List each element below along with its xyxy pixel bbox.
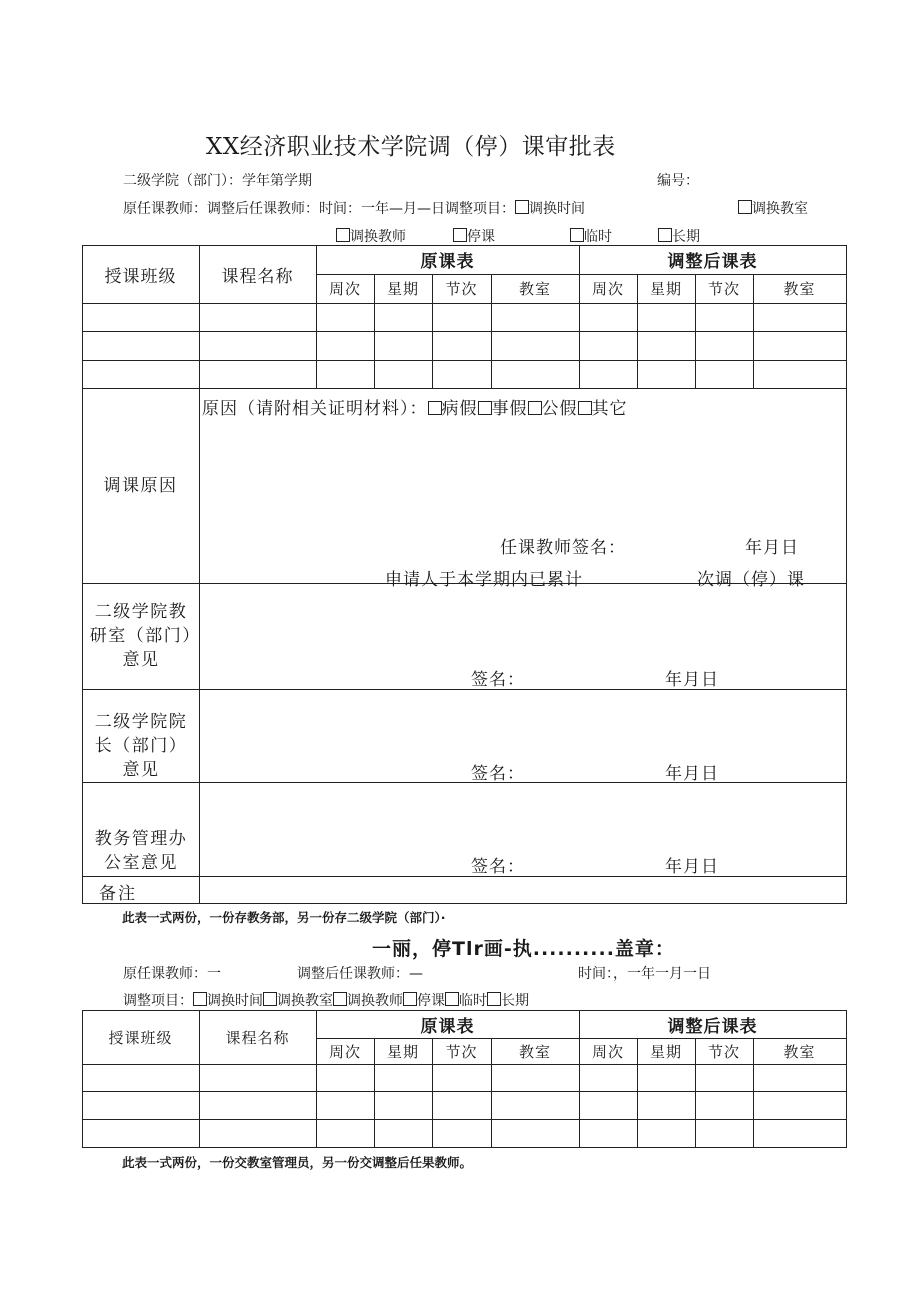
adjust-option-teacher[interactable] <box>336 226 406 246</box>
header-original-schedule: 原课表 <box>420 252 475 272</box>
option-label: 病假 <box>441 399 478 419</box>
header-week: 周次 <box>328 280 361 298</box>
adjust-option-teacher[interactable] <box>333 993 403 1009</box>
duration-option-long[interactable] <box>658 226 700 246</box>
checkbox-icon[interactable] <box>453 228 467 242</box>
accumulated-count-suffix: 次调（停）课 <box>697 570 805 590</box>
checkbox-icon[interactable] <box>515 200 529 214</box>
teacher-time-text: 原任课教师：调整后任课教师：时间：一年—月—日调整项目： <box>123 201 515 217</box>
checkbox-icon[interactable] <box>738 200 752 214</box>
duration-option-temporary[interactable] <box>570 226 612 246</box>
department-signature-date: 年月日 <box>665 670 719 690</box>
academic-office-opinion-label: 教务管理办公室意见 <box>94 829 188 873</box>
header-weekday: 星期 <box>386 1042 419 1061</box>
reason-option-official[interactable] <box>528 399 578 419</box>
form2-footnote: 此表一式两份，一份交教室管理员，另一份交调整后任果教师。 <box>122 1155 473 1170</box>
adjust-option-stop[interactable] <box>403 993 445 1009</box>
header-adjusted-schedule: 调整后课表 <box>667 252 758 272</box>
duration-option-long[interactable] <box>487 993 529 1009</box>
dean-opinion-label: 二级学院院长（部门）意见 <box>94 712 188 780</box>
checkbox-icon[interactable] <box>445 992 459 1006</box>
checkbox-icon[interactable] <box>478 401 492 415</box>
department-signature-label: 签名： <box>471 670 525 690</box>
table-row[interactable] <box>83 1120 846 1147</box>
header-course: 课程名称 <box>221 266 294 287</box>
header-weekday: 星期 <box>649 280 682 298</box>
teacher-signature-date: 年月日 <box>745 538 799 558</box>
header-weekday: 星期 <box>386 280 419 298</box>
header-adjusted-schedule: 调整后课表 <box>667 1016 758 1037</box>
option-label: 停课 <box>417 993 445 1009</box>
reason-options <box>202 394 628 419</box>
option-label: 长期 <box>501 993 529 1009</box>
header-week: 周次 <box>328 1042 361 1061</box>
form2-adjusted-teacher: 调整后任课教师：— <box>297 966 423 982</box>
option-label: 调换教师 <box>347 993 403 1009</box>
form1-footnote: 此表一式两份，一份存教务部，另一份存二级学院（部门）· <box>122 910 446 925</box>
teacher-signature-label: 任课教师签名： <box>500 538 626 558</box>
checkbox-icon[interactable] <box>193 992 207 1006</box>
option-label: 事假 <box>491 399 528 419</box>
option-label: 临时 <box>459 993 487 1009</box>
header-classroom: 教室 <box>783 1042 816 1061</box>
table-row[interactable] <box>83 1065 846 1091</box>
remarks-field[interactable] <box>200 877 846 903</box>
header-weekday: 星期 <box>649 1042 682 1061</box>
checkbox-icon[interactable] <box>336 228 350 242</box>
department-opinion-label: 二级学院教研室（部门）意见 <box>89 602 193 670</box>
form2-heading: 一丽，停Tlr画-执..........盖章： <box>372 938 675 960</box>
duration-option-temporary[interactable] <box>445 993 487 1009</box>
college-semester-line: 二级学院（部门）：学年第学期 <box>123 173 312 189</box>
adjust-option-room[interactable] <box>263 993 333 1009</box>
adjust-items-label: 调整项目： <box>123 993 193 1009</box>
option-label: 调换时间 <box>207 993 263 1009</box>
checkbox-icon[interactable] <box>658 228 672 242</box>
reason-option-other[interactable] <box>578 399 628 419</box>
option-label: 调换教室 <box>277 993 333 1009</box>
table-row[interactable] <box>83 1092 846 1119</box>
header-week: 周次 <box>591 1042 624 1061</box>
form-title: XX经济职业技术学院调（停）课审批表 <box>206 134 616 160</box>
reason-option-sick[interactable] <box>428 399 478 419</box>
option-label: 停课 <box>467 229 495 245</box>
office-signature-date: 年月日 <box>665 857 719 877</box>
checkbox-icon[interactable] <box>570 228 584 242</box>
accumulated-count-label: 申请人于本学期内已累计 <box>385 570 583 590</box>
option-label: 调换教室 <box>752 201 808 217</box>
form2-original-teacher: 原任课教师：一 <box>123 966 221 982</box>
header-period: 节次 <box>707 280 740 298</box>
serial-number-label: 编号： <box>657 173 699 189</box>
option-label: 调换时间 <box>529 201 585 217</box>
checkbox-icon[interactable] <box>578 401 592 415</box>
form2-adjust-options <box>123 990 529 1010</box>
adjust-option-room[interactable] <box>738 198 808 218</box>
adjust-option-time[interactable] <box>193 993 263 1009</box>
table-row[interactable] <box>83 304 846 331</box>
checkbox-icon[interactable] <box>428 401 442 415</box>
header-class: 授课班级 <box>108 1028 173 1047</box>
reason-option-personal[interactable] <box>478 399 528 419</box>
option-label: 公假 <box>541 399 578 419</box>
header-original-schedule: 原课表 <box>420 1016 475 1037</box>
table-row[interactable] <box>83 361 846 388</box>
reason-prefix: 原因（请附相关证明材料）： <box>202 399 428 419</box>
option-label: 其它 <box>591 399 628 419</box>
remarks-label: 备注 <box>99 884 137 904</box>
checkbox-icon[interactable] <box>333 992 347 1006</box>
office-signature-label: 签名： <box>471 857 525 877</box>
header-period: 节次 <box>445 1042 478 1061</box>
option-label: 调换教师 <box>350 229 406 245</box>
header-classroom: 教室 <box>518 1042 551 1061</box>
dean-signature-date: 年月日 <box>665 764 719 784</box>
table-row[interactable] <box>83 332 846 360</box>
header-course: 课程名称 <box>225 1028 290 1047</box>
header-classroom: 教室 <box>783 280 816 298</box>
header-classroom: 教室 <box>518 280 551 298</box>
header-class: 授课班级 <box>104 266 177 287</box>
adjust-option-stop[interactable] <box>453 226 495 246</box>
header-week: 周次 <box>591 280 624 298</box>
dean-signature-label: 签名： <box>471 764 525 784</box>
teacher-time-line <box>123 198 585 218</box>
checkbox-icon[interactable] <box>528 401 542 415</box>
option-label: 临时 <box>584 229 612 245</box>
checkbox-icon[interactable] <box>487 992 501 1006</box>
header-period: 节次 <box>707 1042 740 1061</box>
adjust-option-time[interactable] <box>515 201 585 217</box>
checkbox-icon[interactable] <box>263 992 277 1006</box>
option-label: 长期 <box>672 229 700 245</box>
reason-label: 调课原因 <box>103 475 178 496</box>
header-period: 节次 <box>445 280 478 298</box>
form2-time: 时间：，一年一月一日 <box>578 966 711 982</box>
checkbox-icon[interactable] <box>403 992 417 1006</box>
